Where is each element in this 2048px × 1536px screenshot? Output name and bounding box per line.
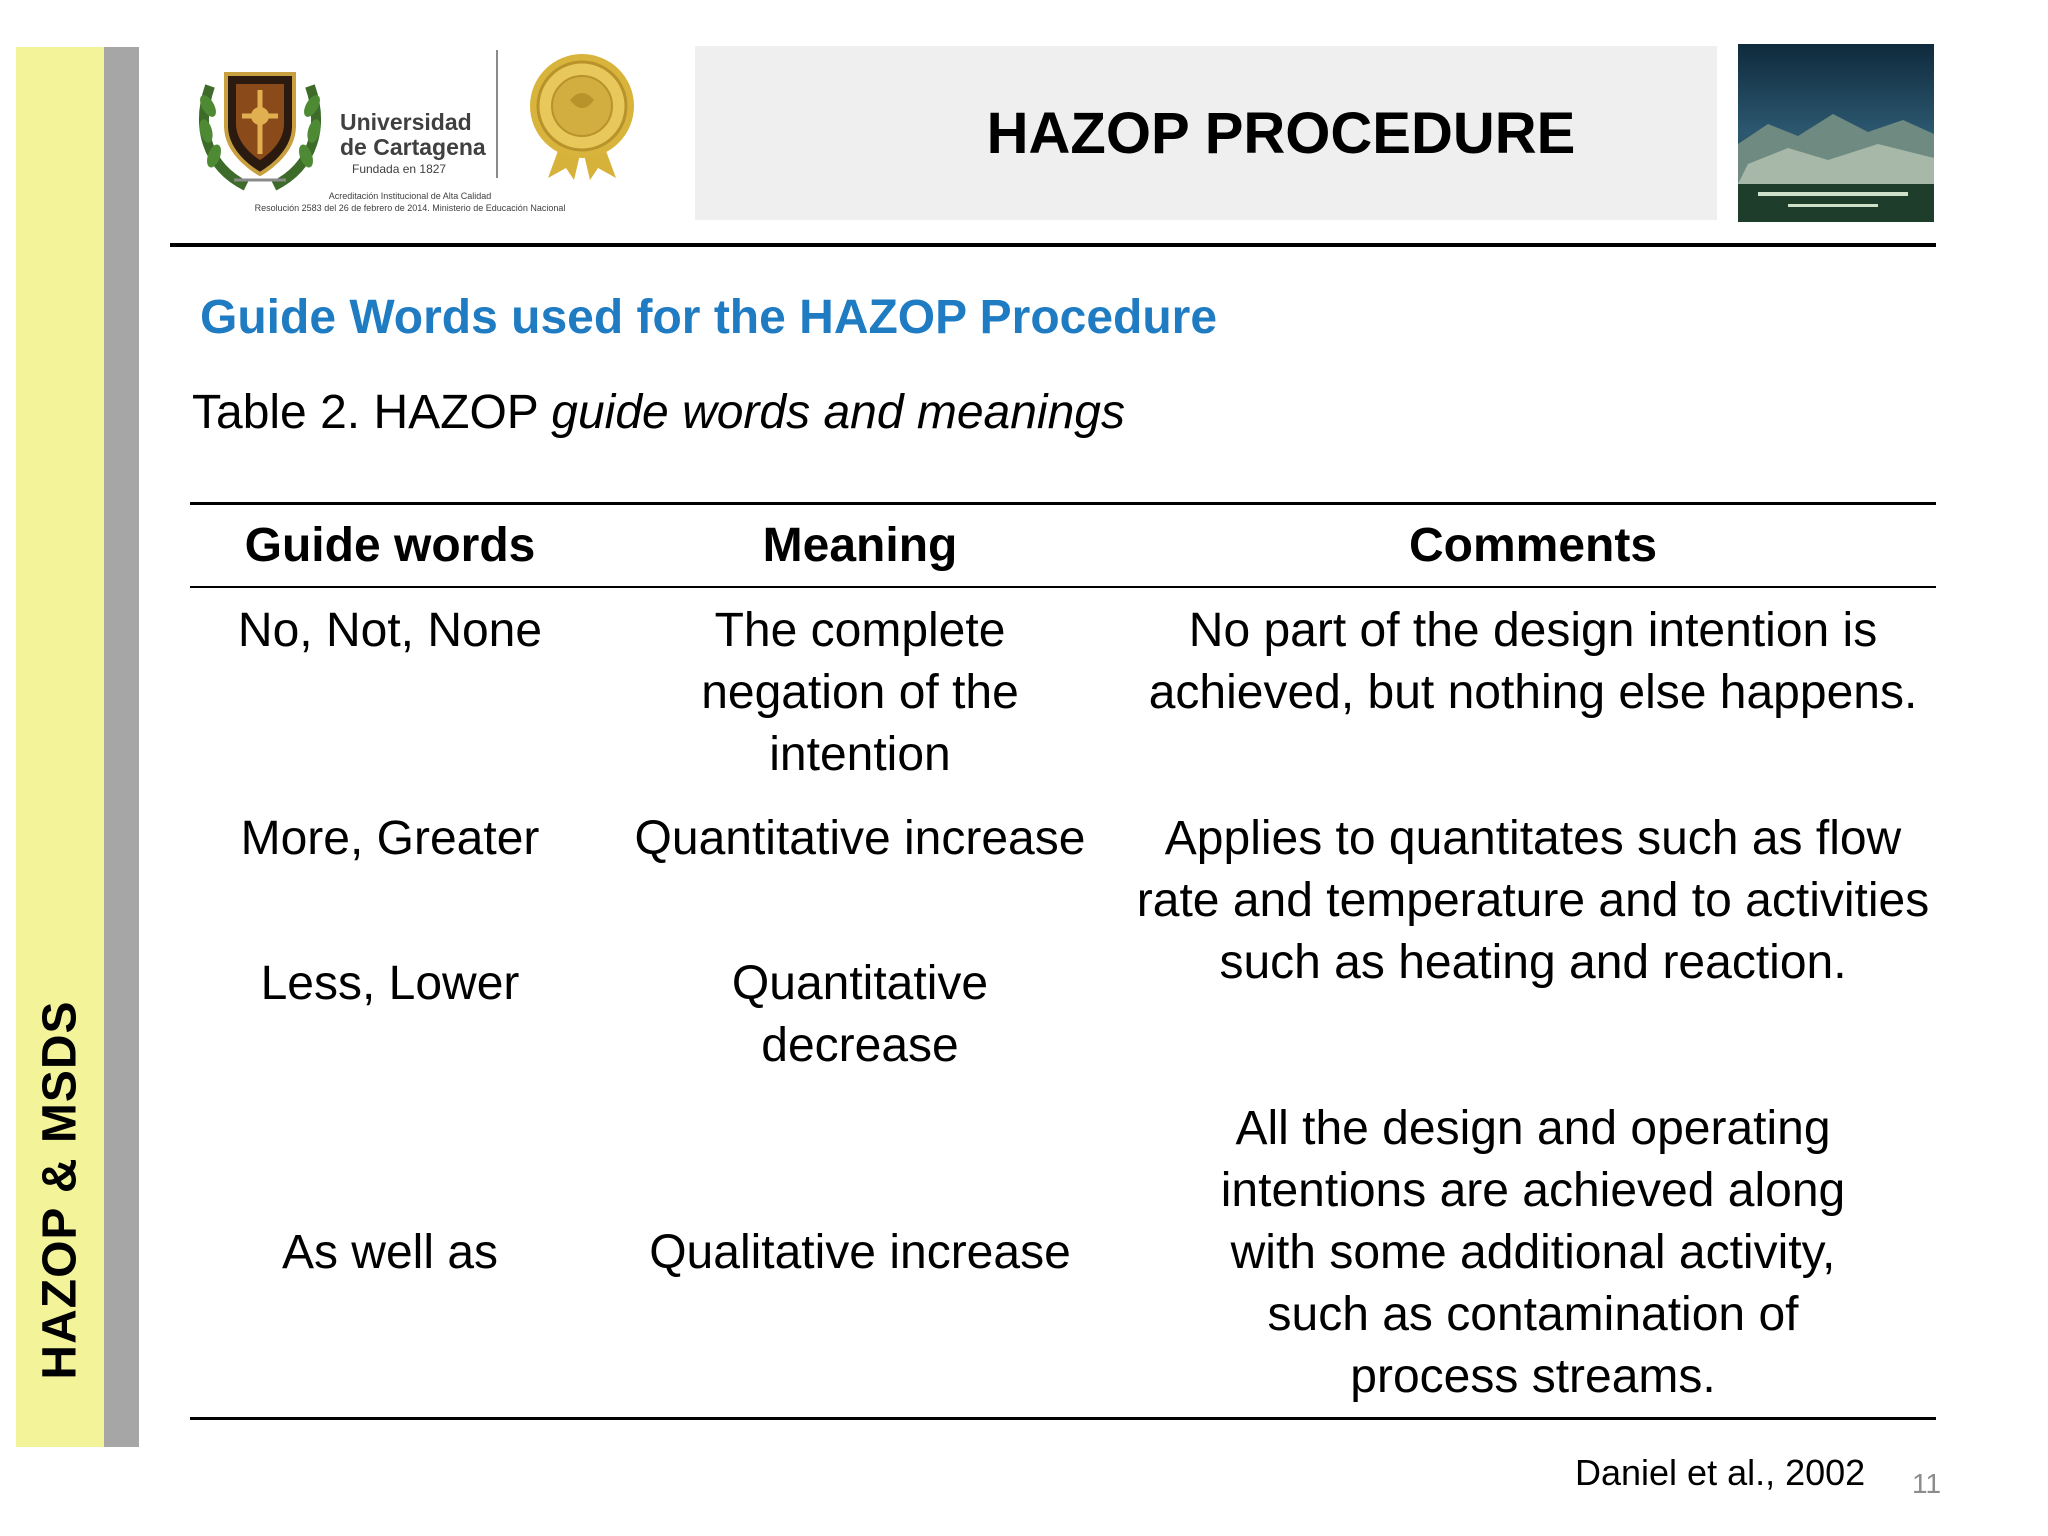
- university-crest-icon: [196, 56, 324, 196]
- table-cell-guide: Less, Lower: [260, 957, 520, 1010]
- table-caption-plain: Table 2. HAZOP: [192, 386, 552, 439]
- table-cell-meaning: Quantitative increase: [634, 812, 1086, 865]
- university-accreditation: [190, 190, 630, 214]
- table-cell-meaning: The complete negation of the intention: [701, 604, 1019, 781]
- table-rule-header: [190, 586, 1936, 588]
- page-title: HAZOP PROCEDURE: [986, 100, 1576, 166]
- table-cell-comment: Applies to quantitates such as flow rate and temperature and to activities such as heating and reaction.: [1136, 812, 1930, 989]
- table-cell-comment: All the design and operating intentions are achieved along with some additional activity, such as contamination of process streams.: [1220, 1102, 1846, 1403]
- table-cell-meaning: Quantitative decrease: [731, 957, 989, 1072]
- book-cover-image: [1738, 44, 1934, 222]
- table-header-guide-words: Guide words: [244, 519, 536, 572]
- title-box: [695, 46, 1717, 220]
- table-cell-comment: No part of the design intention is achieved, but nothing else happens.: [1148, 604, 1918, 719]
- table-caption-italic: guide words and meanings: [551, 386, 1125, 439]
- university-name-line1: Universidad: [340, 109, 472, 135]
- reference-citation: Daniel et al., 2002: [1575, 1452, 1866, 1493]
- table-cell-guide: More, Greater: [240, 812, 540, 865]
- table-header-meaning: Meaning: [762, 519, 958, 572]
- table-cell-meaning: Qualitative increase: [649, 1226, 1071, 1279]
- accreditation-seal-icon: [522, 50, 642, 180]
- university-founded: Fundada en 1827: [352, 162, 447, 176]
- university-logo: [190, 50, 650, 225]
- accreditation-line1: Acreditación Institucional de Alta Calidad: [328, 191, 492, 201]
- university-name: [340, 110, 486, 160]
- sidebar-gray-band: [104, 47, 139, 1447]
- table-rule-top: [190, 502, 1936, 505]
- table-header-comments: Comments: [1408, 519, 1658, 572]
- logo-divider: [496, 50, 498, 178]
- table-caption: [192, 385, 1125, 440]
- section-subtitle: Guide Words used for the HAZOP Procedure: [200, 291, 1218, 344]
- page-number: 11: [1912, 1468, 1942, 1499]
- sidebar-label: HAZOP & MSDS: [33, 1000, 87, 1380]
- header-rule: [170, 243, 1936, 247]
- table-cell-guide: As well as: [281, 1226, 499, 1279]
- university-name-line2: de Cartagena: [340, 134, 486, 160]
- accreditation-line2: Resolución 2583 del 26 de febrero de 2014. Ministerio de Educación Nacional: [254, 203, 566, 213]
- table-rule-bottom: [190, 1417, 1936, 1420]
- table-cell-guide: No, Not, None: [237, 604, 543, 657]
